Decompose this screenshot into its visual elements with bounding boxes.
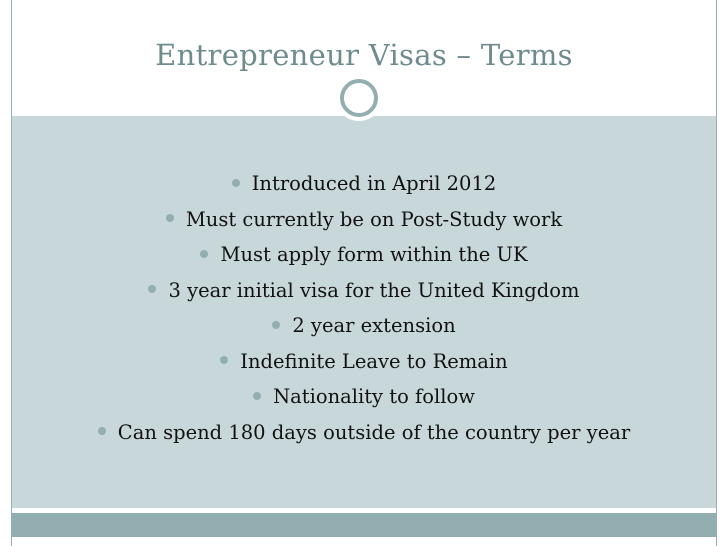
bullet-item (12, 379, 716, 415)
bullet-dot-icon (200, 250, 208, 258)
bullet-text: Nationality to follow (273, 385, 475, 408)
bullet-item (12, 415, 716, 451)
slide-title: Entrepreneur Visas – Terms (155, 38, 573, 72)
bullet-dot-icon (272, 321, 280, 329)
bullet-text: Can spend 180 days outside of the country per year (117, 420, 631, 444)
bullet-item (12, 202, 716, 238)
bullet-text: Must apply form within the UK (220, 243, 528, 266)
bullet-text: 2 year extension (292, 314, 456, 337)
frame-right-line (716, 0, 717, 546)
bullet-item (12, 166, 716, 202)
bullet-dot-icon (220, 356, 228, 364)
bullet-text: 3 year initial visa for the United Kingdom (168, 278, 580, 302)
bullet-dot-icon (232, 179, 240, 187)
bullet-item (12, 308, 716, 344)
bullet-item (12, 273, 716, 309)
circle-divider-icon (340, 79, 378, 117)
bullet-text: Introduced in April 2012 (251, 172, 497, 195)
bullet-list (12, 166, 716, 450)
bullet-item (12, 237, 716, 273)
footer-band (12, 513, 716, 537)
bullet-text: Indefinite Leave to Remain (240, 349, 508, 373)
bullet-dot-icon (98, 427, 106, 435)
bullet-dot-icon (253, 392, 261, 400)
bullet-item (12, 344, 716, 380)
bullet-dot-icon (148, 285, 156, 293)
bullet-text: Must currently be on Post-Study work (185, 207, 563, 231)
bullet-dot-icon (166, 214, 174, 222)
